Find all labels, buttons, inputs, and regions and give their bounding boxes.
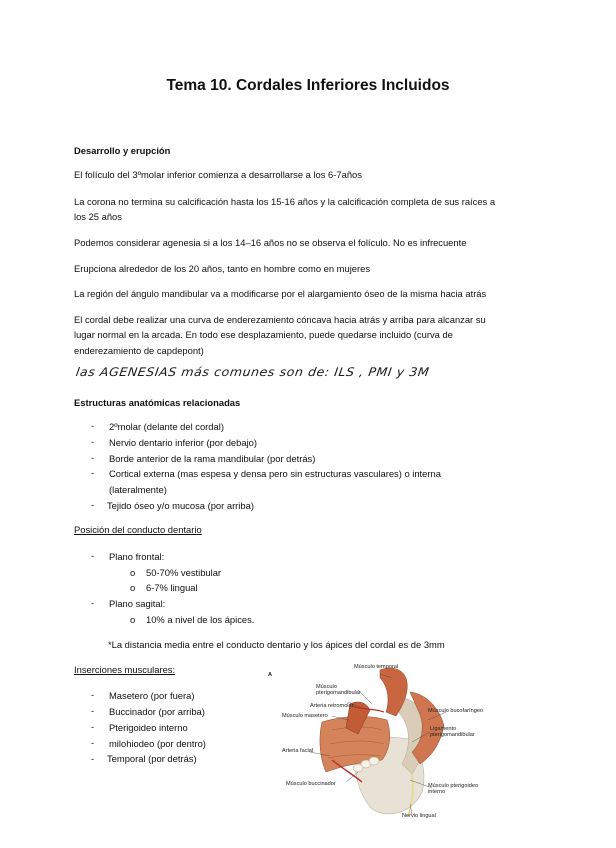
paragraph: enderezamiento de capdepont) xyxy=(74,345,204,356)
paragraph: los 25 años xyxy=(74,211,122,222)
bullet-dash: - xyxy=(91,436,95,447)
bullet-dash: - xyxy=(91,452,95,463)
list-item: 50-70% vestibular xyxy=(146,567,222,578)
paragraph: Podemos considerar agenesia si a los 14–16 años no se observa el folículo. No es infrecuente xyxy=(74,237,467,248)
list-item: Plano frontal: xyxy=(109,551,165,562)
bullet-dash: - xyxy=(91,689,95,700)
figure-label: Músculo temporal xyxy=(354,664,399,670)
section-heading-inserciones: Inserciones musculares: xyxy=(74,664,176,675)
page-title: Tema 10. Cordales Inferiores Incluidos xyxy=(166,77,450,94)
list-item: Nervio dentario inferior (por debajo) xyxy=(109,437,257,448)
bullet-dash: - xyxy=(91,420,95,431)
list-item: Buccinador (por arriba) xyxy=(109,706,205,717)
figure-label: Arteria retromolar xyxy=(310,703,354,709)
section-heading-posicion: Posición del conducto dentario xyxy=(74,524,202,535)
list-item: Pterigoideo interno xyxy=(109,722,188,733)
list-item: 2ºmolar (delante del cordal) xyxy=(109,421,224,432)
paragraph: El folículo del 3ºmolar inferior comienza a desarrollarse a los 6-7años xyxy=(74,169,362,180)
paragraph: lugar normal en la arcada. En todo ese desplazamiento, puede quedarse incluido (curva de xyxy=(74,329,453,340)
figure-label: Nervio lingual xyxy=(402,813,436,819)
list-item: 10% a nivel de los ápices. xyxy=(146,614,255,625)
bullet-dash: - xyxy=(91,467,95,478)
list-item: Tejido óseo y/o mucosa (por arriba) xyxy=(107,500,254,511)
anatomy-figure xyxy=(262,664,482,824)
figure-label: Músculo buccinador xyxy=(286,781,336,787)
figure-label: Músculo pterigomandibular xyxy=(316,684,361,697)
anatomy-illustration xyxy=(262,664,482,824)
figure-label: Ligamento pterigomandibular xyxy=(430,726,475,739)
bullet-dash: - xyxy=(91,721,95,732)
bullet-dash: - xyxy=(91,499,95,510)
list-item: Temporal (por detrás) xyxy=(107,753,197,764)
list-item: (lateralmente) xyxy=(109,484,167,495)
bullet-dash: - xyxy=(91,597,95,608)
bullet-circle: o xyxy=(130,567,136,578)
handwritten-note: las AGENESIAS más comunes son de: ILS , PMI y 3M xyxy=(74,364,431,379)
section-heading-desarrollo: Desarrollo y erupción xyxy=(74,145,171,156)
footnote: *La distancia media entre el conducto dentario y los ápices del cordal es de 3mm xyxy=(108,639,445,650)
figure-label: Músculo masetero xyxy=(282,713,328,719)
list-item: milohiodeo (por dentro) xyxy=(109,738,206,749)
bullet-dash: - xyxy=(91,737,95,748)
section-heading-estructuras: Estructuras anatómicas relacionadas xyxy=(74,397,241,408)
list-item: 6-7% lingual xyxy=(146,582,198,593)
figure-label: Arteria facial xyxy=(282,748,314,754)
paragraph: Erupciona alrededor de los 20 años, tanto en hombre como en mujeres xyxy=(74,263,371,274)
figure-label: Músculo pterigoideo interno xyxy=(428,783,479,796)
paragraph: La corona no termina su calcificación hasta los 15-16 años y la calcificación completa de sus raíces a xyxy=(74,196,496,207)
paragraph: El cordal debe realizar una curva de enderezamiento cóncava hacia atrás y arriba para alcanzar su xyxy=(74,314,486,325)
bullet-circle: o xyxy=(130,614,136,625)
list-item: Cortical externa (mas espesa y densa pero sin estructuras vasculares) o interna xyxy=(109,468,441,479)
figure-label: Músculo bucofaríngeo xyxy=(428,708,484,714)
bullet-circle: o xyxy=(130,582,136,593)
bullet-dash: - xyxy=(91,550,95,561)
list-item: Borde anterior de la rama mandibular (por detrás) xyxy=(109,453,316,464)
bullet-dash: - xyxy=(91,705,95,716)
list-item: Masetero (por fuera) xyxy=(109,690,195,701)
list-item: Plano sagital: xyxy=(109,598,166,609)
paragraph: La región del ángulo mandibular va a modificarse por el alargamiento óseo de la misma hacia atrás xyxy=(74,288,487,299)
figure-letter: A xyxy=(268,672,273,678)
bullet-dash: - xyxy=(91,753,95,764)
